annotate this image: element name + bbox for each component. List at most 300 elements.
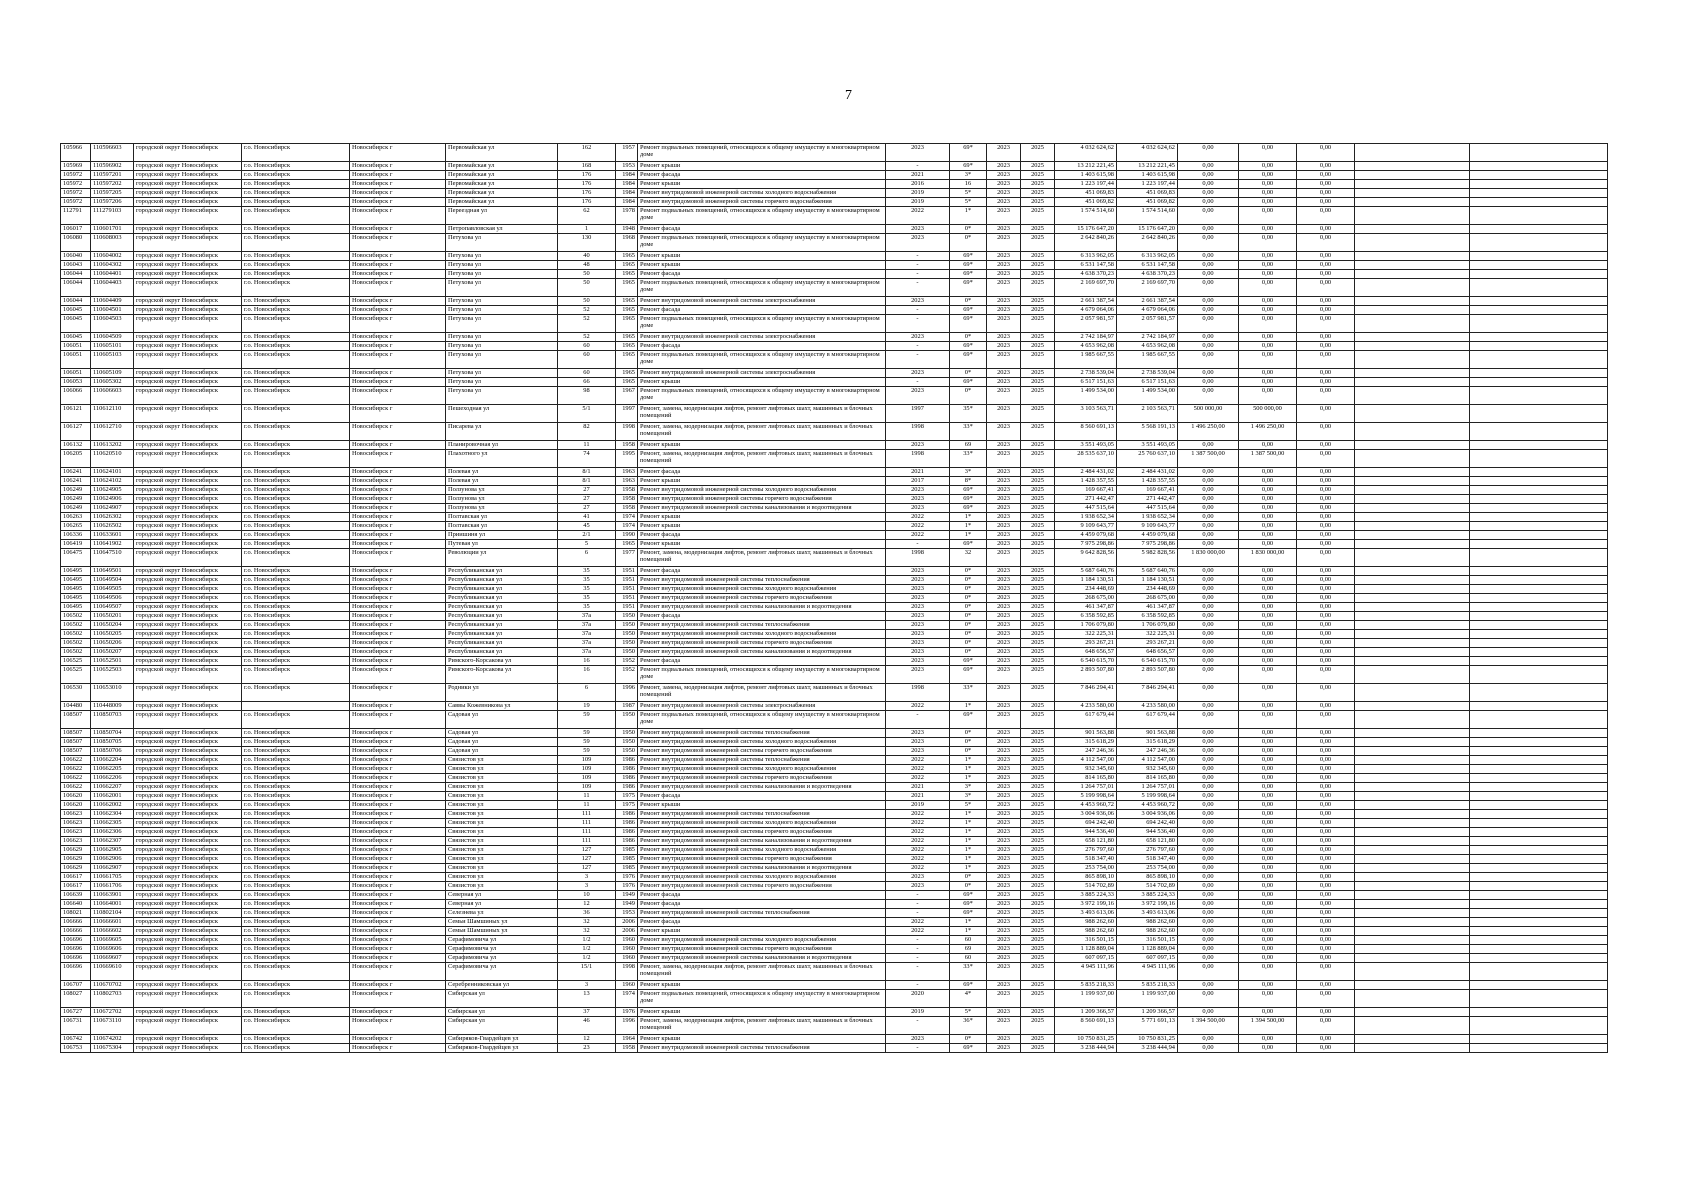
cell-plan-start: 2023 [987, 819, 1021, 828]
cell-total-cost: 2 742 184,97 [1055, 333, 1117, 342]
cell-street: Пешеходная ул [446, 405, 558, 423]
cell-empty [1355, 270, 1470, 279]
cell-last-repair-year: 2023 [886, 567, 950, 576]
cell-work-type: Ремонт подвальных помещений, относящихся к общему имуществу в многоквартирном доме [638, 990, 886, 1008]
cell-empty [1355, 351, 1470, 369]
cell-city: Новосибирск г [350, 765, 446, 774]
cell-empty [1355, 855, 1470, 864]
cell-city: Новосибирск г [350, 666, 446, 684]
cell-fund-cost: 1 128 889,04 [1117, 945, 1178, 954]
cell-build-year: 1998 [616, 963, 638, 981]
cell-empty [1470, 810, 1608, 819]
cell-subsidy-cost: 1 496 250,00 [1239, 423, 1297, 441]
cell-total-cost: 1 574 514,60 [1055, 207, 1117, 225]
cell-settlement: г.о. Новосибирск [242, 450, 350, 468]
cell-total-cost: 2 484 431,02 [1055, 468, 1117, 477]
cell-house-number: 37 [558, 1008, 616, 1017]
cell-city: Новосибирск г [350, 441, 446, 450]
cell-plan-start: 2023 [987, 729, 1021, 738]
cell-street: Связистов ул [446, 864, 558, 873]
cell-subsidy-cost: 0,00 [1239, 945, 1297, 954]
cell-element-id: 110606603 [91, 387, 134, 405]
cell-house-id: 106731 [61, 1017, 91, 1035]
cell-element-id: 110661706 [91, 882, 134, 891]
cell-build-year: 1951 [616, 603, 638, 612]
cell-plan-end: 2025 [1021, 891, 1055, 900]
cell-plan-end: 2025 [1021, 297, 1055, 306]
cell-wear-percent: 0* [950, 747, 987, 756]
cell-plan-start: 2023 [987, 531, 1021, 540]
table-row [61, 711, 1608, 729]
cell-work-type: Ремонт внутридомовой инженерной системы канализования и водоотведения [638, 648, 886, 657]
cell-owner-cost: 0,00 [1297, 315, 1355, 333]
cell-last-repair-year: 2022 [886, 765, 950, 774]
cell-plan-start: 2023 [987, 342, 1021, 351]
cell-fund-cost: 2 169 697,70 [1117, 279, 1178, 297]
cell-house-number: 16 [558, 666, 616, 684]
cell-subsidy-cost: 0,00 [1239, 855, 1297, 864]
cell-subsidy-cost: 0,00 [1239, 1044, 1297, 1053]
cell-element-id: 110608003 [91, 234, 134, 252]
cell-element-id: 110850705 [91, 738, 134, 747]
cell-empty [1470, 837, 1608, 846]
cell-total-cost: 271 442,47 [1055, 495, 1117, 504]
cell-settlement: г.о. Новосибирск [242, 684, 350, 702]
cell-municipality: городской округ Новосибирск [134, 1008, 242, 1017]
cell-empty [1355, 729, 1470, 738]
cell-empty [1470, 423, 1608, 441]
cell-plan-end: 2025 [1021, 477, 1055, 486]
cell-street: Республиканская ул [446, 648, 558, 657]
cell-last-repair-year: - [886, 1017, 950, 1035]
cell-owner-cost: 0,00 [1297, 702, 1355, 711]
cell-owner-cost: 0,00 [1297, 657, 1355, 666]
cell-wear-percent: 69* [950, 495, 987, 504]
cell-owner-cost: 0,00 [1297, 864, 1355, 873]
cell-settlement: г.о. Новосибирск [242, 747, 350, 756]
cell-other-cost: 0,00 [1178, 891, 1239, 900]
cell-build-year: 1997 [616, 405, 638, 423]
cell-fund-cost: 2 742 184,97 [1117, 333, 1178, 342]
cell-house-number: 27 [558, 495, 616, 504]
cell-city: Новосибирск г [350, 1017, 446, 1035]
cell-street: Приишиня ул [446, 531, 558, 540]
cell-subsidy-cost: 0,00 [1239, 468, 1297, 477]
cell-work-type: Ремонт крыши [638, 522, 886, 531]
cell-owner-cost: 0,00 [1297, 711, 1355, 729]
cell-empty [1470, 279, 1608, 297]
cell-owner-cost: 0,00 [1297, 774, 1355, 783]
cell-subsidy-cost: 0,00 [1239, 684, 1297, 702]
cell-total-cost: 6 517 151,63 [1055, 378, 1117, 387]
cell-subsidy-cost: 0,00 [1239, 252, 1297, 261]
cell-build-year: 1958 [616, 1044, 638, 1053]
cell-house-number: 1/2 [558, 936, 616, 945]
cell-work-type: Ремонт фасада [638, 306, 886, 315]
cell-total-cost: 8 560 691,13 [1055, 1017, 1117, 1035]
cell-settlement: г.о. Новосибирск [242, 657, 350, 666]
cell-house-number: 62 [558, 207, 616, 225]
cell-plan-end: 2025 [1021, 873, 1055, 882]
cell-last-repair-year: 1998 [886, 450, 950, 468]
cell-build-year: 1985 [616, 855, 638, 864]
cell-fund-cost: 13 212 221,45 [1117, 162, 1178, 171]
cell-settlement: г.о. Новосибирск [242, 297, 350, 306]
cell-street: Республиканская ул [446, 639, 558, 648]
cell-build-year: 1986 [616, 783, 638, 792]
cell-owner-cost: 0,00 [1297, 747, 1355, 756]
table-row [61, 963, 1608, 981]
cell-house-id: 106045 [61, 333, 91, 342]
cell-subsidy-cost: 0,00 [1239, 846, 1297, 855]
cell-plan-end: 2025 [1021, 495, 1055, 504]
cell-subsidy-cost: 0,00 [1239, 234, 1297, 252]
cell-settlement: г.о. Новосибирск [242, 333, 350, 342]
cell-fund-cost: 617 679,44 [1117, 711, 1178, 729]
cell-wear-percent: 0* [950, 1035, 987, 1044]
cell-empty [1470, 1008, 1608, 1017]
cell-house-number: 127 [558, 855, 616, 864]
cell-owner-cost: 0,00 [1297, 198, 1355, 207]
cell-wear-percent: 33* [950, 684, 987, 702]
cell-plan-end: 2025 [1021, 504, 1055, 513]
cell-street: Путевая ул [446, 540, 558, 549]
cell-plan-start: 2023 [987, 927, 1021, 936]
cell-wear-percent: 3* [950, 783, 987, 792]
cell-fund-cost: 1 184 130,51 [1117, 576, 1178, 585]
table-row [61, 549, 1608, 567]
cell-settlement: г.о. Новосибирск [242, 477, 350, 486]
cell-fund-cost: 4 112 547,00 [1117, 756, 1178, 765]
cell-fund-cost: 293 267,21 [1117, 639, 1178, 648]
cell-subsidy-cost: 0,00 [1239, 387, 1297, 405]
cell-total-cost: 1 938 652,34 [1055, 513, 1117, 522]
table-row [61, 918, 1608, 927]
cell-wear-percent: 69* [950, 342, 987, 351]
cell-wear-percent: 0* [950, 225, 987, 234]
cell-wear-percent: 1* [950, 207, 987, 225]
cell-other-cost: 0,00 [1178, 486, 1239, 495]
cell-total-cost: 28 535 637,10 [1055, 450, 1117, 468]
cell-subsidy-cost: 0,00 [1239, 702, 1297, 711]
cell-house-id: 106249 [61, 495, 91, 504]
cell-work-type: Ремонт внутридомовой инженерной системы горячего водоснабжения [638, 495, 886, 504]
cell-other-cost: 0,00 [1178, 747, 1239, 756]
cell-fund-cost: 2 661 387,54 [1117, 297, 1178, 306]
cell-subsidy-cost: 0,00 [1239, 756, 1297, 765]
cell-street: Связистов ул [446, 765, 558, 774]
cell-wear-percent: 69* [950, 378, 987, 387]
cell-empty [1355, 954, 1470, 963]
cell-build-year: 1986 [616, 810, 638, 819]
cell-street: Первомайская ул [446, 189, 558, 198]
cell-work-type: Ремонт внутридомовой инженерной системы холодного водоснабжения [638, 873, 886, 882]
cell-wear-percent: 1* [950, 918, 987, 927]
cell-empty [1470, 198, 1608, 207]
cell-plan-end: 2025 [1021, 225, 1055, 234]
cell-owner-cost: 0,00 [1297, 189, 1355, 198]
cell-owner-cost: 0,00 [1297, 936, 1355, 945]
cell-total-cost: 617 679,44 [1055, 711, 1117, 729]
cell-municipality: городской округ Новосибирск [134, 297, 242, 306]
cell-other-cost: 0,00 [1178, 918, 1239, 927]
cell-settlement: г.о. Новосибирск [242, 954, 350, 963]
cell-house-id: 106696 [61, 945, 91, 954]
cell-empty [1355, 225, 1470, 234]
cell-settlement: г.о. Новосибирск [242, 864, 350, 873]
cell-street: Садовая ул [446, 747, 558, 756]
cell-other-cost: 0,00 [1178, 657, 1239, 666]
cell-empty [1470, 648, 1608, 657]
cell-empty [1355, 963, 1470, 981]
cell-settlement: г.о. Новосибирск [242, 549, 350, 567]
cell-owner-cost: 0,00 [1297, 684, 1355, 702]
cell-subsidy-cost: 0,00 [1239, 522, 1297, 531]
cell-empty [1355, 837, 1470, 846]
cell-other-cost: 0,00 [1178, 468, 1239, 477]
cell-empty [1470, 450, 1608, 468]
cell-work-type: Ремонт, замена, модернизация лифтов, ремонт лифтовых шахт, машинных и блочных помещений [638, 405, 886, 423]
cell-owner-cost: 0,00 [1297, 441, 1355, 450]
cell-house-number: 1/2 [558, 945, 616, 954]
cell-fund-cost: 988 262,60 [1117, 927, 1178, 936]
cell-work-type: Ремонт крыши [638, 513, 886, 522]
cell-municipality: городской округ Новосибирск [134, 477, 242, 486]
cell-empty [1355, 738, 1470, 747]
cell-element-id: 110652503 [91, 666, 134, 684]
cell-municipality: городской округ Новосибирск [134, 225, 242, 234]
cell-house-number: 98 [558, 387, 616, 405]
cell-plan-end: 2025 [1021, 657, 1055, 666]
cell-settlement: г.о. Новосибирск [242, 1044, 350, 1053]
cell-subsidy-cost: 0,00 [1239, 441, 1297, 450]
table-row [61, 468, 1608, 477]
cell-other-cost: 0,00 [1178, 711, 1239, 729]
cell-total-cost: 4 679 064,06 [1055, 306, 1117, 315]
cell-build-year: 1984 [616, 180, 638, 189]
cell-last-repair-year: 2019 [886, 198, 950, 207]
cell-subsidy-cost: 0,00 [1239, 279, 1297, 297]
cell-work-type: Ремонт внутридомовой инженерной системы холодного водоснабжения [638, 765, 886, 774]
cell-plan-end: 2025 [1021, 1017, 1055, 1035]
cell-subsidy-cost: 0,00 [1239, 297, 1297, 306]
cell-total-cost: 8 560 691,13 [1055, 423, 1117, 441]
table-row [61, 603, 1608, 612]
cell-empty [1355, 828, 1470, 837]
cell-build-year: 1951 [616, 567, 638, 576]
cell-city: Новосибирск г [350, 477, 446, 486]
cell-plan-end: 2025 [1021, 171, 1055, 180]
cell-city: Новосибирск г [350, 792, 446, 801]
cell-last-repair-year: 2022 [886, 864, 950, 873]
cell-build-year: 1950 [616, 630, 638, 639]
cell-plan-end: 2025 [1021, 990, 1055, 1008]
cell-empty [1355, 648, 1470, 657]
cell-owner-cost: 0,00 [1297, 630, 1355, 639]
cell-work-type: Ремонт внутридомовой инженерной системы горячего водоснабжения [638, 639, 886, 648]
cell-work-type: Ремонт фасада [638, 567, 886, 576]
cell-empty [1355, 702, 1470, 711]
cell-street: Петухова ул [446, 297, 558, 306]
cell-plan-end: 2025 [1021, 252, 1055, 261]
cell-house-number: 13 [558, 990, 616, 1008]
cell-municipality: городской округ Новосибирск [134, 315, 242, 333]
cell-work-type: Ремонт внутридомовой инженерной системы горячего водоснабжения [638, 774, 886, 783]
cell-element-id: 110673110 [91, 1017, 134, 1035]
cell-municipality: городской округ Новосибирск [134, 918, 242, 927]
table-row [61, 252, 1608, 261]
cell-wear-percent: 1* [950, 846, 987, 855]
cell-municipality: городской округ Новосибирск [134, 765, 242, 774]
cell-street: Переездная ул [446, 207, 558, 225]
cell-city: Новосибирск г [350, 522, 446, 531]
cell-municipality: городской округ Новосибирск [134, 828, 242, 837]
cell-municipality: городской округ Новосибирск [134, 522, 242, 531]
cell-house-id: 106017 [61, 225, 91, 234]
cell-element-id: 110650204 [91, 621, 134, 630]
cell-total-cost: 1 985 667,55 [1055, 351, 1117, 369]
cell-empty [1355, 261, 1470, 270]
cell-municipality: городской округ Новосибирск [134, 261, 242, 270]
cell-settlement: г.о. Новосибирск [242, 648, 350, 657]
cell-subsidy-cost: 0,00 [1239, 711, 1297, 729]
cell-municipality: городской округ Новосибирск [134, 837, 242, 846]
cell-settlement: г.о. Новосибирск [242, 486, 350, 495]
cell-last-repair-year: 2019 [886, 189, 950, 198]
cell-municipality: городской округ Новосибирск [134, 666, 242, 684]
cell-total-cost: 2 169 697,70 [1055, 279, 1117, 297]
cell-subsidy-cost: 0,00 [1239, 306, 1297, 315]
cell-total-cost: 13 212 221,45 [1055, 162, 1117, 171]
cell-empty [1470, 531, 1608, 540]
cell-element-id: 110669605 [91, 936, 134, 945]
cell-other-cost: 0,00 [1178, 189, 1239, 198]
table-row [61, 756, 1608, 765]
cell-house-number: 40 [558, 252, 616, 261]
cell-element-id: 110670702 [91, 981, 134, 990]
cell-other-cost: 0,00 [1178, 225, 1239, 234]
table-row [61, 621, 1608, 630]
cell-last-repair-year: 2022 [886, 810, 950, 819]
cell-element-id: 110612110 [91, 405, 134, 423]
cell-other-cost: 0,00 [1178, 792, 1239, 801]
cell-city: Новосибирск г [350, 378, 446, 387]
cell-build-year: 1950 [616, 747, 638, 756]
cell-element-id: 110850704 [91, 729, 134, 738]
cell-plan-end: 2025 [1021, 405, 1055, 423]
cell-subsidy-cost: 0,00 [1239, 369, 1297, 378]
cell-street: Петухова ул [446, 387, 558, 405]
cell-build-year: 1965 [616, 306, 638, 315]
cell-city: Новосибирск г [350, 990, 446, 1008]
cell-city: Новосибирск г [350, 270, 446, 279]
cell-wear-percent: 0* [950, 594, 987, 603]
cell-other-cost: 0,00 [1178, 621, 1239, 630]
cell-plan-end: 2025 [1021, 387, 1055, 405]
cell-subsidy-cost: 0,00 [1239, 963, 1297, 981]
cell-municipality: городской округ Новосибирск [134, 540, 242, 549]
cell-wear-percent: 35* [950, 405, 987, 423]
cell-element-id: 110597202 [91, 180, 134, 189]
cell-total-cost: 4 459 079,68 [1055, 531, 1117, 540]
cell-fund-cost: 1 938 652,34 [1117, 513, 1178, 522]
cell-empty [1355, 423, 1470, 441]
cell-last-repair-year: 2022 [886, 522, 950, 531]
cell-house-number: 82 [558, 423, 616, 441]
cell-other-cost: 0,00 [1178, 648, 1239, 657]
cell-plan-end: 2025 [1021, 918, 1055, 927]
cell-subsidy-cost: 0,00 [1239, 792, 1297, 801]
cell-street: Саввы Кожевникова ул [446, 702, 558, 711]
cell-wear-percent: 8* [950, 477, 987, 486]
cell-last-repair-year: - [886, 540, 950, 549]
cell-last-repair-year: 2023 [886, 729, 950, 738]
cell-settlement: г.о. Новосибирск [242, 1008, 350, 1017]
cell-owner-cost: 0,00 [1297, 270, 1355, 279]
cell-house-number: 35 [558, 585, 616, 594]
table-row [61, 1035, 1608, 1044]
cell-total-cost: 4 032 624,62 [1055, 144, 1117, 162]
cell-empty [1470, 306, 1608, 315]
cell-other-cost: 0,00 [1178, 477, 1239, 486]
cell-element-id: 110649507 [91, 603, 134, 612]
cell-subsidy-cost: 0,00 [1239, 171, 1297, 180]
cell-element-id: 110662206 [91, 774, 134, 783]
cell-empty [1470, 225, 1608, 234]
cell-plan-start: 2023 [987, 171, 1021, 180]
cell-settlement: г.о. Новосибирск [242, 540, 350, 549]
cell-empty [1470, 792, 1608, 801]
cell-work-type: Ремонт крыши [638, 981, 886, 990]
cell-street: Семьи Шамшиных ул [446, 918, 558, 927]
cell-city: Новосибирск г [350, 549, 446, 567]
cell-plan-start: 2023 [987, 918, 1021, 927]
cell-plan-start: 2023 [987, 450, 1021, 468]
cell-empty [1470, 333, 1608, 342]
cell-work-type: Ремонт внутридомовой инженерной системы горячего водоснабжения [638, 594, 886, 603]
cell-house-number: 11 [558, 441, 616, 450]
cell-empty [1355, 342, 1470, 351]
cell-last-repair-year: 2023 [886, 747, 950, 756]
cell-subsidy-cost: 0,00 [1239, 162, 1297, 171]
cell-plan-start: 2023 [987, 1035, 1021, 1044]
cell-owner-cost: 0,00 [1297, 423, 1355, 441]
cell-city: Новосибирск г [350, 1044, 446, 1053]
cell-total-cost: 10 750 831,25 [1055, 1035, 1117, 1044]
cell-municipality: городской округ Новосибирск [134, 549, 242, 567]
cell-street: Революции ул [446, 549, 558, 567]
cell-last-repair-year: 2023 [886, 585, 950, 594]
cell-work-type: Ремонт внутридомовой инженерной системы теплоснабжения [638, 909, 886, 918]
cell-owner-cost: 0,00 [1297, 180, 1355, 189]
table-row [61, 261, 1608, 270]
cell-empty [1355, 810, 1470, 819]
cell-owner-cost: 0,00 [1297, 783, 1355, 792]
cell-subsidy-cost: 0,00 [1239, 774, 1297, 783]
cell-total-cost: 4 945 111,96 [1055, 963, 1117, 981]
cell-element-id: 110604403 [91, 279, 134, 297]
cell-last-repair-year: - [886, 378, 950, 387]
cell-build-year: 1950 [616, 621, 638, 630]
cell-house-number: 36 [558, 909, 616, 918]
cell-owner-cost: 0,00 [1297, 486, 1355, 495]
cell-plan-start: 2023 [987, 261, 1021, 270]
cell-house-id: 106629 [61, 864, 91, 873]
cell-empty [1355, 441, 1470, 450]
cell-last-repair-year: 2022 [886, 837, 950, 846]
cell-other-cost: 0,00 [1178, 936, 1239, 945]
cell-plan-start: 2023 [987, 1044, 1021, 1053]
